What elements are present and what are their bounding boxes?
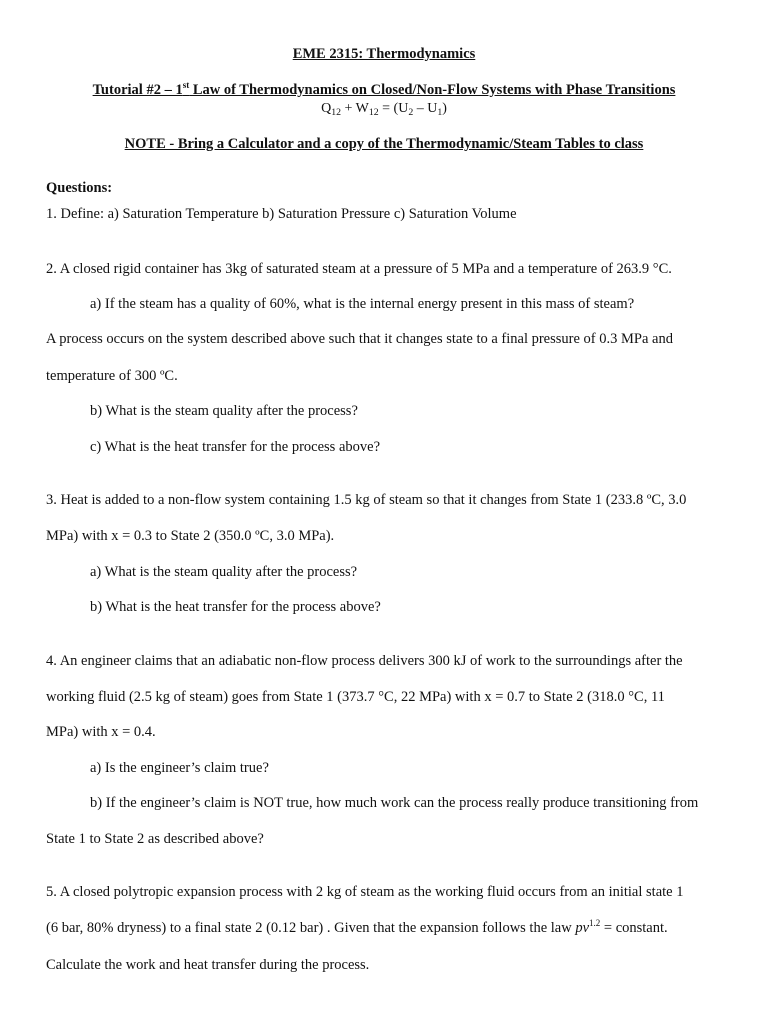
eq-q: Q (321, 101, 332, 116)
q4-stem-line-3: MPa) with x = 0.4. (46, 724, 156, 740)
q4-part-a: a) Is the engineer’s claim true? (90, 760, 269, 776)
q3-part-b: b) What is the heat transfer for the process above? (90, 599, 381, 615)
q5-law-suffix: = constant. (600, 920, 668, 936)
course-title: EME 2315: Thermodynamics (292, 46, 476, 62)
eq-q-sub: 12 (331, 107, 341, 118)
q2-part-b: b) What is the steam quality after the process? (90, 403, 358, 419)
tutorial-title-superscript: st (182, 80, 190, 90)
first-law-equation (0, 101, 768, 117)
q5-line-1: 5. A closed polytropic expansion process with 2 kg of steam as the working fluid occurs from an initial state 1 (46, 884, 684, 900)
q3-stem-line-2: MPa) with x = 0.3 to State 2 (350.0 ºC, 3.0 MPa). (46, 528, 335, 544)
eq-close: ) (442, 101, 447, 116)
questions-heading: Questions: (46, 180, 113, 196)
eq-w-sub: 12 (368, 107, 379, 118)
q5-law-exponent: 1.2 (589, 918, 601, 928)
q3-part-a: a) What is the steam quality after the process? (90, 564, 358, 580)
q4-part-b-line-1: b) If the engineer’s claim is NOT true, how much work can the process really produce transitioning from (90, 795, 699, 811)
eq-minus-u: – U (413, 101, 438, 116)
q1-text: 1. Define: a) Saturation Temperature b) Saturation Pressure c) Saturation Volume (46, 206, 517, 222)
tutorial-title-suffix: Law of Thermodynamics on Closed/Non-Flow Systems with Phase Transitions (189, 82, 676, 98)
q4-part-b-line-2: State 1 to State 2 as described above? (46, 831, 264, 847)
q2-part-c: c) What is the heat transfer for the process above? (90, 439, 381, 455)
eq-u1-sub: 1 (437, 107, 443, 118)
q5-line-2-prefix: (6 bar, 80% dryness) to a final state 2 (0.12 bar) . Given that the expansion follows the law (46, 920, 576, 936)
q5-law-base: pv (575, 920, 590, 936)
q2-process-line-2: temperature of 300 ºC. (46, 368, 178, 384)
eq-u2-sub: 2 (408, 107, 414, 118)
tutorial-title-prefix: Tutorial #2 – 1 (92, 82, 183, 98)
eq-plus-w: + W (340, 101, 369, 116)
q3-stem-line-1: 3. Heat is added to a non-flow system containing 1.5 kg of steam so that it changes from State 1 (233.8 ºC, 3.0 (46, 492, 687, 508)
q4-stem-line-1: 4. An engineer claims that an adiabatic non-flow process delivers 300 kJ of work to the surroundings after the (46, 653, 683, 669)
q2-part-a: a) If the steam has a quality of 60%, what is the internal energy present in this mass of steam? (90, 296, 635, 312)
eq-open: = (U (378, 101, 409, 116)
tutorial-title (0, 82, 768, 99)
q2-stem: 2. A closed rigid container has 3kg of saturated steam at a pressure of 5 MPa and a temperature of 263.9 °C. (46, 261, 672, 277)
q4-stem-line-2: working fluid (2.5 kg of steam) goes from State 1 (373.7 °C, 22 MPa) with x = 0.7 to State 2 (318.0 °C, 11 (46, 689, 665, 705)
q2-process-line-1: A process occurs on the system described above such that it changes state to a final pressure of 0.3 MPa and (46, 331, 673, 347)
q5-line-2 (46, 920, 668, 937)
q5-line-3: Calculate the work and heat transfer during the process. (46, 957, 370, 973)
note-line: NOTE - Bring a Calculator and a copy of the Thermodynamic/Steam Tables to class (124, 136, 644, 152)
